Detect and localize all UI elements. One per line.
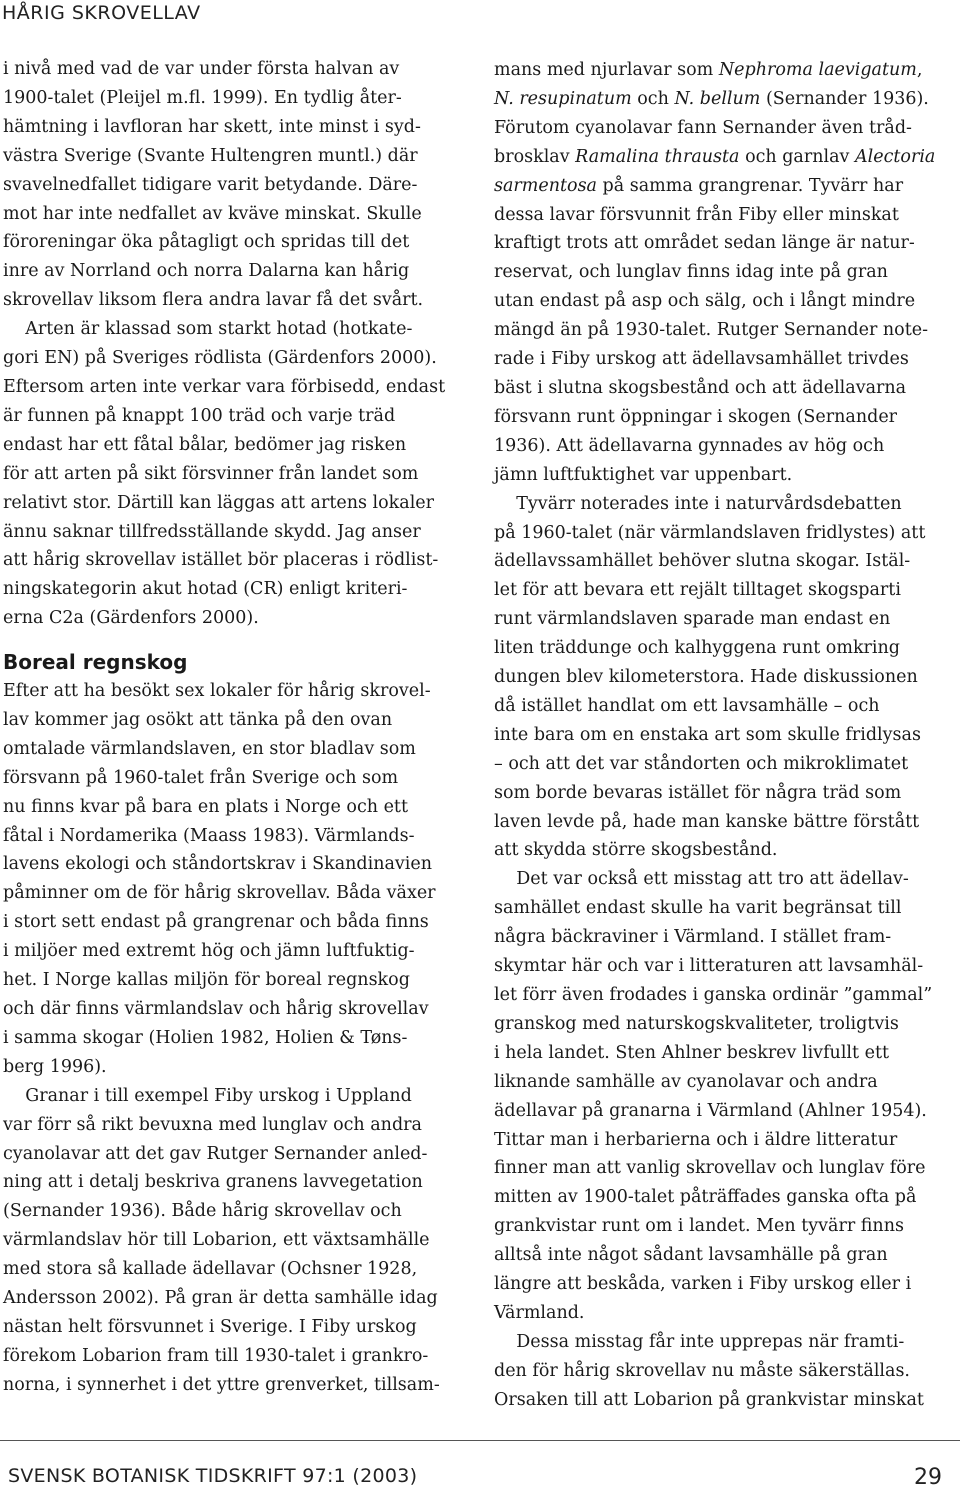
text-line: Granar i till exempel Fiby urskog i Uppland xyxy=(3,1085,412,1106)
text-line: dungen blev kilometerstora. Hade diskussionen xyxy=(494,667,918,688)
text-line: sarmentosa på samma grangrenar. Tyvärr har xyxy=(494,175,904,196)
text-line: några bäckraviner i Värmland. I stället fram- xyxy=(494,927,892,948)
text-line: på 1960-talet (när värmlandslaven fridlystes) att xyxy=(494,522,926,543)
text-line: 1936). Att ädellavarna gynnades av hög och xyxy=(494,435,885,456)
right-column xyxy=(494,56,958,1415)
left-column xyxy=(3,55,468,1400)
text-line: ningskategorin akut hotad (CR) enligt kriteri- xyxy=(3,579,408,600)
text-line: ädellavssamhället behöver slutna skogar. Istäl- xyxy=(494,551,911,572)
text-line: dessa lavar försvunnit från Fiby eller minskat xyxy=(494,204,899,225)
text-line: påminner om de för hårig skrovellav. Båda växer xyxy=(3,883,436,904)
text-line: omtalade värmlandslaven, en stor bladlav som xyxy=(3,738,416,759)
text-line: let förr även frodades i ganska ordinär ”gammal” xyxy=(494,985,933,1005)
text-line: finner man att vanlig skrovellav och lunglav före xyxy=(494,1158,926,1179)
text-line: erna C2a (Gärdenfors 2000). xyxy=(3,608,259,629)
text-line: mot har inte nedfallet av kväve minskat. Skulle xyxy=(3,203,422,224)
section-body-text xyxy=(3,677,468,1400)
text-line: den för hårig skrovellav nu måste säkerställas. xyxy=(494,1360,910,1381)
text-line: runt värmlandslaven sparade man endast en xyxy=(494,609,891,630)
text-line: skrovellav liksom flera andra lavar få det svårt. xyxy=(3,290,424,311)
right-body-text xyxy=(494,56,958,1415)
text-line: brosklav Ramalina thrausta och garnlav Alectoria xyxy=(494,146,936,167)
text-line: jämn luftfuktighet var uppenbart. xyxy=(494,464,793,485)
text-line: svavelnedfallet tidigare varit betydande. Däre- xyxy=(3,174,418,195)
text-line: – och att det var ståndorten och mikroklimatet xyxy=(494,753,909,774)
text-line: utan endast på asp och sälg, och i långt mindre xyxy=(494,291,916,312)
text-line: granskog med naturskogskvaliteter, troligtvis xyxy=(494,1013,899,1034)
page-number: 29 xyxy=(914,1465,942,1490)
text-line: i nivå med vad de var under första halvan av xyxy=(3,59,400,79)
text-line: (Sernander 1936). Både hårig skrovellav och xyxy=(3,1201,402,1222)
text-line: Tittar man i herbarierna och i äldre litteratur xyxy=(494,1129,898,1150)
text-line: Orsaken till att Lobarion på grankvistar minskat xyxy=(494,1389,924,1410)
text-line: mängd än på 1930-talet. Rutger Sernander note- xyxy=(494,320,929,341)
text-line: är funnen på knappt 100 träd och varje träd xyxy=(3,405,396,426)
text-line: samhället endast skulle ha varit begränsat till xyxy=(494,898,902,919)
text-line: Arten är klassad som starkt hotad (hotkate- xyxy=(3,319,413,340)
text-line: gori EN) på Sveriges rödlista (Gärdenfors 2000). xyxy=(3,348,437,369)
text-line: Andersson 2002). På gran är detta samhälle idag xyxy=(3,1288,438,1309)
text-line: liten träddunge och kalhyggena runt omkring xyxy=(494,638,900,659)
text-line: försvann på 1960-talet från Sverige och som xyxy=(3,767,399,788)
text-line: med stora så kallade ädellavar (Ochsner 1928, xyxy=(3,1259,418,1280)
text-line: liknande samhälle av cyanolavar och andra xyxy=(494,1071,878,1092)
text-line: relativt stor. Därtill kan läggas att artens lokaler xyxy=(3,492,435,513)
text-line: let för att bevara ett rejält tilltaget skogsparti xyxy=(494,580,901,601)
text-line: cyanolavar att det gav Rutger Sernander anled- xyxy=(3,1143,428,1164)
text-line: längre att beskåda, varken i Fiby urskog eller i xyxy=(494,1274,912,1295)
text-line: var förr så rikt bevuxna med lunglav och andra xyxy=(3,1114,422,1135)
text-line: Tyvärr noterades inte i naturvårdsdebatten xyxy=(494,493,902,514)
text-line: Dessa misstag får inte upprepas när framti- xyxy=(494,1331,905,1352)
journal-citation: SVENSK BOTANISK TIDSKRIFT 97:1 (2003) xyxy=(8,1465,418,1487)
text-line: berg 1996). xyxy=(3,1056,107,1077)
section-heading: Boreal regnskog xyxy=(3,650,188,675)
text-line: laven levde på, hade man kanske bättre förstått xyxy=(494,811,920,832)
text-line: i stort sett endast på grangrenar och båda finns xyxy=(3,912,429,933)
text-line: rade i Fiby urskog att ädellavsamhället trivdes xyxy=(494,349,909,370)
text-line: och där finns värmlandslav och hårig skrovellav xyxy=(3,998,429,1019)
text-line: i samma skogar (Holien 1982, Holien & Tøns- xyxy=(3,1027,408,1048)
text-line: ännu saknar tillfredsställande skydd. Jag anser xyxy=(3,521,421,542)
text-line: nästan helt försvunnet i Sverige. I Fiby urskog xyxy=(3,1316,417,1337)
text-line: alltså inte något sådant lavsamhälle på gran xyxy=(494,1245,888,1266)
text-line: att hårig skrovellav istället bör placeras i rödlist- xyxy=(3,550,439,571)
text-line: värmlandslav hör till Lobarion, ett växtsamhälle xyxy=(3,1230,430,1251)
text-line: inre av Norrland och norra Dalarna kan hårig xyxy=(3,261,410,282)
text-line: föroreningar öka påtagligt och spridas till det xyxy=(3,232,410,253)
text-line: grankvistar runt om i landet. Men tyvärr finns xyxy=(494,1216,904,1237)
text-line: nu finns kvar på bara en plats i Norge och ett xyxy=(3,796,408,817)
text-line: Eftersom arten inte verkar vara förbisedd, endast xyxy=(3,376,446,397)
text-line: Förutom cyanolavar fann Sernander även tråd- xyxy=(494,117,912,138)
text-line: hämtning i lavfloran har skett, inte minst i syd- xyxy=(3,116,421,137)
text-line: lavens ekologi och ståndortskrav i Skandinavien xyxy=(3,854,433,875)
footer-rule xyxy=(0,1440,960,1441)
text-line: västra Sverige (Svante Hultengren muntl.) där xyxy=(3,145,418,166)
left-body-text xyxy=(3,55,468,633)
text-line: 1900-talet (Pleijel m.fl. 1999). En tydlig åter- xyxy=(3,87,402,108)
text-line: N. resupinatum och N. bellum (Sernander 1936). xyxy=(494,88,929,109)
text-line: inte bara om en enstaka art som skulle fridlysas xyxy=(494,724,921,745)
text-line: i hela landet. Sten Ahlner beskrev livfullt ett xyxy=(494,1042,890,1063)
running-title: HÅRIG SKROVELLAV xyxy=(2,2,201,24)
text-line: i miljöer med extremt hög och jämn luftfuktig- xyxy=(3,941,415,962)
text-line: förekom Lobarion fram till 1930-talet i grankro- xyxy=(3,1345,429,1366)
text-line: Det var också ett misstag att tro att ädellav- xyxy=(494,869,909,890)
text-line: bäst i slutna skogsbestånd och att ädellavarna xyxy=(494,377,907,398)
text-line: endast har ett fåtal bålar, bedömer jag risken xyxy=(3,434,407,455)
text-line: skymtar här och var i litteraturen att lavsamhäl- xyxy=(494,956,924,977)
text-line: het. I Norge kallas miljön för boreal regnskog xyxy=(3,970,410,991)
text-line: reservat, och lunglav finns idag inte på gran xyxy=(494,262,888,283)
text-line: för att arten på sikt försvinner från landet som xyxy=(3,463,419,484)
text-line: lav kommer jag osökt att tänka på den ovan xyxy=(3,709,393,730)
text-line: Efter att ha besökt sex lokaler för hårig skrovel- xyxy=(3,681,431,702)
text-line: kraftigt trots att området sedan länge är natur- xyxy=(494,233,915,254)
text-line: mitten av 1900-talet påträffades ganska ofta på xyxy=(494,1187,917,1208)
text-line: Värmland. xyxy=(494,1302,585,1323)
text-line: att skydda större skogsbestånd. xyxy=(494,840,778,861)
text-line: försvann runt öppningar i skogen (Sernander xyxy=(494,406,898,427)
text-line: fåtal i Nordamerika (Maass 1983). Värmlands- xyxy=(3,825,415,846)
text-line: mans med njurlavar som Nephroma laevigatum, xyxy=(494,60,923,80)
text-line: ning att i detalj beskriva granens lavvegetation xyxy=(3,1172,423,1193)
text-line: då istället handlat om ett lavsamhälle – och xyxy=(494,695,880,716)
text-line: ädellavar på granarna i Värmland (Ahlner 1954). xyxy=(494,1100,927,1121)
text-line: norna, i synnerhet i det yttre grenverket, tillsam- xyxy=(3,1374,440,1395)
text-line: som borde bevaras istället för några träd som xyxy=(494,782,902,803)
